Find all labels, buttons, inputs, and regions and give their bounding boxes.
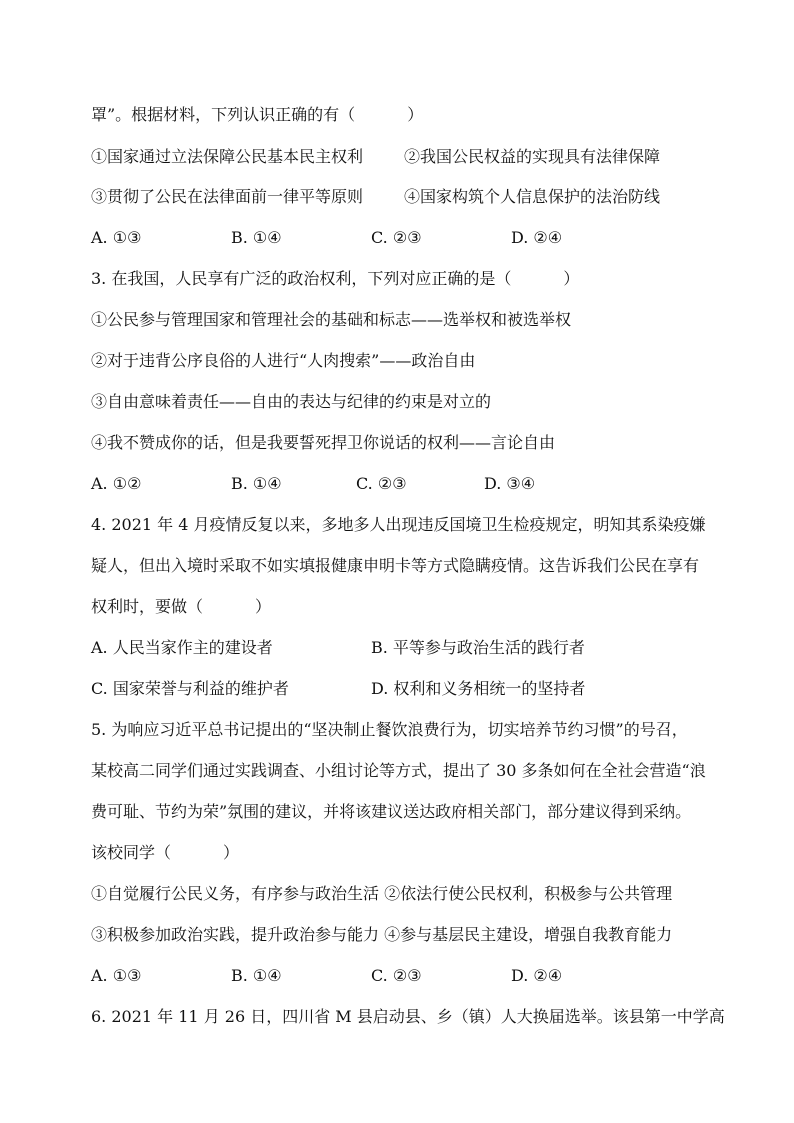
question-3-stem xyxy=(91,269,579,289)
question-2-stem-text: 罩”。根据材料，下列认识正确的有（ xyxy=(91,105,356,124)
question-4-stem-text: 权利时，要做（ xyxy=(91,597,204,616)
question-4-stem-line-1: 4. 2021 年 4 月疫情反复以来，多地多人出现违反国境卫生检疫规定，明知其系染疫嫌 xyxy=(91,515,706,534)
question-5-stem-line-3: 费可耻、节约为荣”氛围的建议，并将该建议送达政府相关部门，部分建议得到采纳。 xyxy=(91,802,692,821)
option-c: C. ②③ xyxy=(371,966,422,985)
question-2-stem-end xyxy=(91,105,423,125)
statements-1-2: ①自觉履行公民义务，有序参与政治生活 ②依法行使公民权利，积极参与公共管理 xyxy=(91,884,673,903)
option-c: C. ②③ xyxy=(371,228,422,247)
statement-4: ④我不赞成你的话，但是我要誓死捍卫你说话的权利——言论自由 xyxy=(91,433,556,452)
question-4-stem-line-2: 疑人，但出入境时采取不如实填报健康申明卡等方式隐瞒疫情。这告诉我们公民在享有 xyxy=(91,556,700,575)
option-b: B. ①④ xyxy=(231,228,282,247)
question-3-stem-text: 3. 在我国，人民享有广泛的政治权利，下列对应正确的是（ xyxy=(91,269,512,288)
statements-3-4: ③积极参加政治实践，提升政治参与能力 ④参与基层民主建设，增强自我教育能力 xyxy=(91,925,673,944)
statement-1: ①国家通过立法保障公民基本民主权利 xyxy=(91,147,364,166)
question-5-stem-line-2: 某校高二同学们通过实践调查、小组讨论等方式，提出了 30 多条如何在全社会营造“浪 xyxy=(91,761,706,780)
statement-2: ②对于违背公序良俗的人进行“人肉搜索”——政治自由 xyxy=(91,351,476,370)
question-5-stem-text: 该校同学（ xyxy=(91,843,172,862)
answer-bracket-close: ） xyxy=(255,597,272,616)
option-a: A. ①③ xyxy=(91,966,142,985)
option-a: A. ①③ xyxy=(91,228,142,247)
option-a: A. ①② xyxy=(91,474,142,493)
option-c: C. 国家荣誉与利益的维护者 xyxy=(91,679,289,698)
option-c: C. ②③ xyxy=(356,474,407,493)
option-d: D. 权利和义务相统一的坚持者 xyxy=(371,679,586,698)
question-4-stem-line-3 xyxy=(91,597,271,617)
question-5-stem-line-1: 5. 为响应习近平总书记提出的“坚决制止餐饮浪费行为，切实培养节约习惯”的号召， xyxy=(91,720,688,739)
question-5-stem-line-4 xyxy=(91,843,239,863)
statement-3: ③贯彻了公民在法律面前一律平等原则 xyxy=(91,187,364,206)
answer-bracket-close: ） xyxy=(223,843,240,862)
option-b: B. ①④ xyxy=(231,966,282,985)
question-6-stem-line-1: 6. 2021 年 11 月 26 日，四川省 M 县启动县、乡（镇）人大换届选举。该县第一中学高 xyxy=(91,1007,725,1026)
answer-bracket-close: ） xyxy=(407,105,424,124)
option-d: D. ②④ xyxy=(511,966,563,985)
answer-bracket-close: ） xyxy=(563,269,580,288)
statement-2: ②我国公民权益的实现具有法律保障 xyxy=(404,147,661,166)
option-a: A. 人民当家作主的建设者 xyxy=(91,638,273,657)
statement-1: ①公民参与管理国家和管理社会的基础和标志——选举权和被选举权 xyxy=(91,310,572,329)
option-d: D. ②④ xyxy=(511,228,563,247)
option-b: B. ①④ xyxy=(231,474,282,493)
option-d: D. ③④ xyxy=(484,474,536,493)
statement-4: ④国家构筑个人信息保护的法治防线 xyxy=(404,187,661,206)
option-b: B. 平等参与政治生活的践行者 xyxy=(371,638,585,657)
statement-3: ③自由意味着责任——自由的表达与纪律的约束是对立的 xyxy=(91,392,492,411)
